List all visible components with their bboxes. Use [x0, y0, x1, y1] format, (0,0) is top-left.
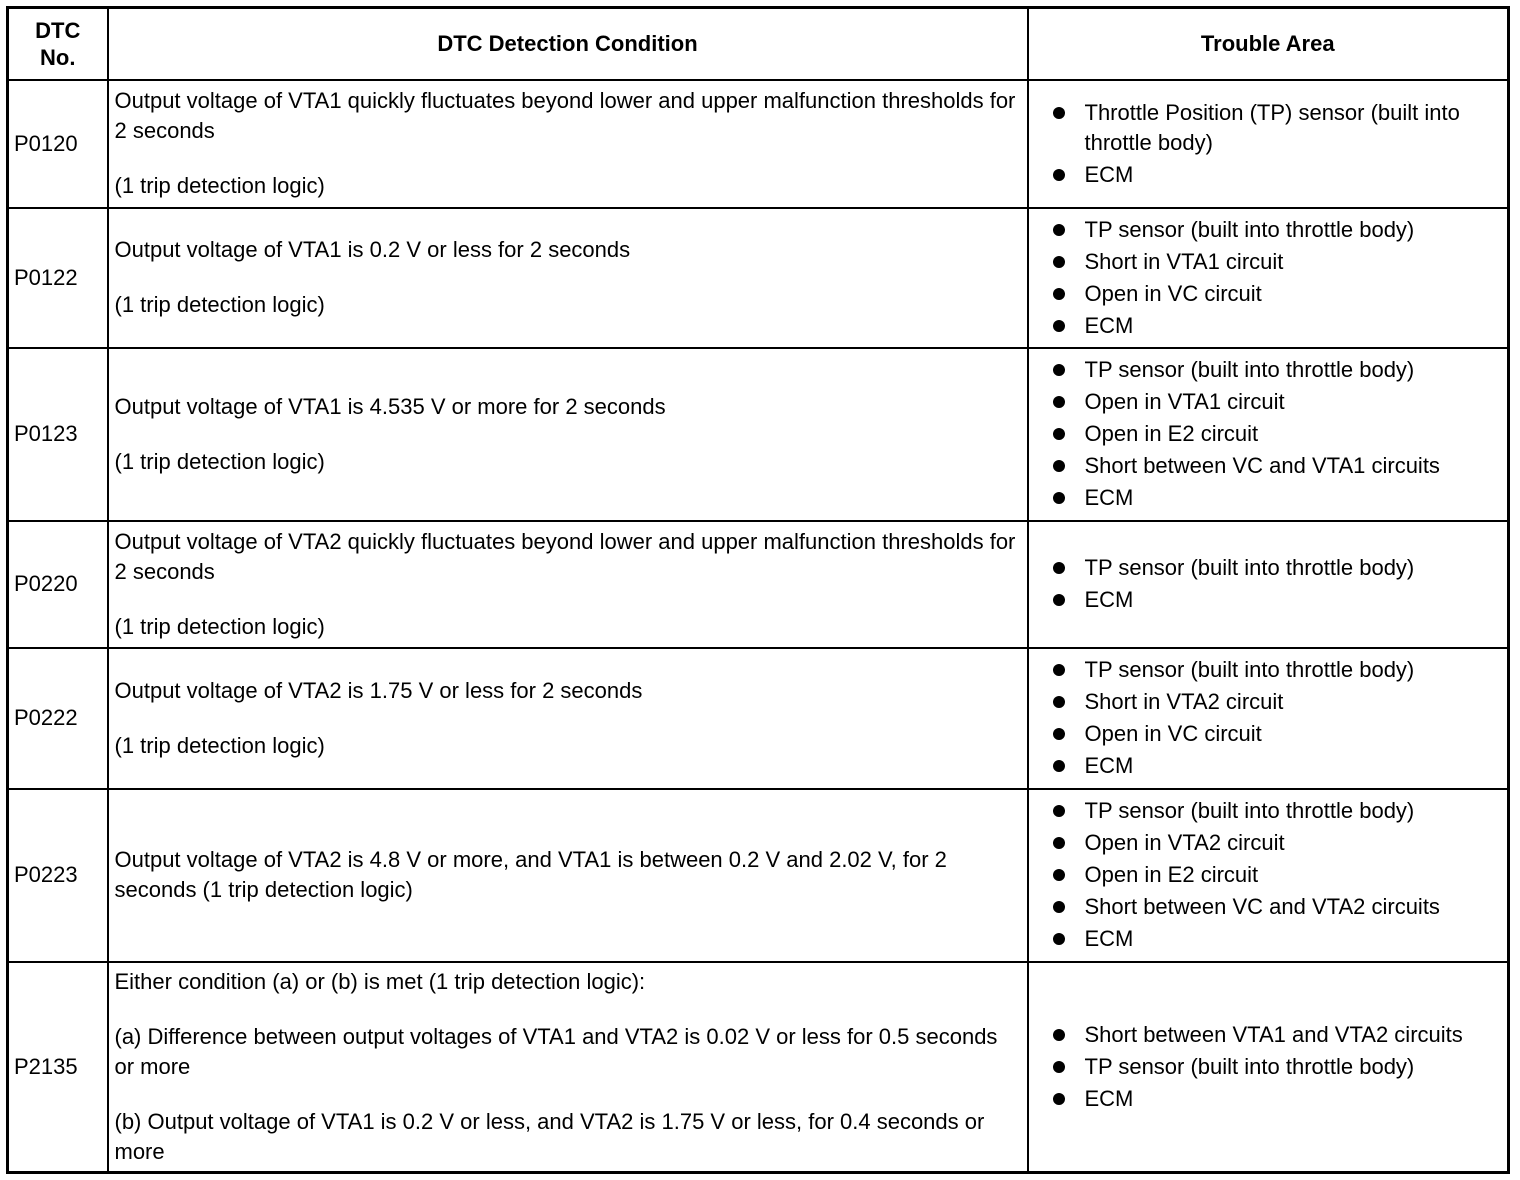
trouble-area-text: TP sensor (built into throttle body)	[1084, 357, 1415, 382]
dtc-table	[6, 6, 1510, 1174]
bullet-icon	[1053, 107, 1065, 119]
dtc-code: P0123	[8, 348, 108, 521]
trouble-area-text: TP sensor (built into throttle body)	[1084, 216, 1415, 242]
trouble-area-text: TP sensor (built into throttle body)	[1084, 555, 1415, 580]
trouble-area-cell	[1028, 80, 1509, 208]
trouble-area-item	[1051, 860, 1502, 890]
header-dtc-no: DTC No.	[8, 8, 108, 80]
trouble-area-item	[1051, 1052, 1502, 1082]
bullet-icon	[1053, 288, 1065, 300]
detection-condition-text: (1 trip detection logic)	[114, 613, 325, 639]
trouble-area-item	[1051, 451, 1502, 481]
trouble-area-text: Short between VTA1 and VTA2 circuits	[1084, 1021, 1463, 1047]
trouble-area-text: ECM	[1084, 587, 1134, 612]
trouble-area-list	[1051, 215, 1502, 341]
detection-condition-text: (b) Output voltage of VTA1 is 0.2 V or less, and VTA2 is 1.75 V or less, for 0.4 seconds or more	[114, 1108, 985, 1164]
trouble-area-list	[1051, 355, 1502, 513]
trouble-area-text: Short in VTA2 circuit	[1084, 689, 1284, 714]
trouble-area-list	[1051, 1020, 1502, 1114]
detection-condition-text: (a) Difference between output voltages of VTA1 and VTA2 is 0.02 V or less for 0.5 seconds or more	[114, 1023, 998, 1079]
bullet-icon	[1053, 805, 1065, 817]
trouble-area-item	[1051, 585, 1502, 615]
header-detection-condition: DTC Detection Condition	[108, 8, 1028, 80]
trouble-area-text: ECM	[1084, 312, 1134, 338]
bullet-icon	[1053, 396, 1065, 408]
dtc-code: P2135	[8, 962, 108, 1173]
table-row	[8, 962, 1509, 1173]
bullet-icon	[1053, 594, 1065, 606]
trouble-area-text: Throttle Position (TP) sensor (built into throttle body)	[1084, 99, 1460, 155]
trouble-area-text: Short between VC and VTA2 circuits	[1084, 894, 1440, 919]
detection-condition-text: Output voltage of VTA2 quickly fluctuates beyond lower and upper malfunction thresholds for 2 seconds	[114, 528, 1016, 584]
trouble-area-text: Open in VC circuit	[1084, 721, 1262, 746]
trouble-area-item	[1051, 387, 1502, 417]
bullet-icon	[1053, 933, 1065, 945]
trouble-area-item	[1051, 687, 1502, 717]
detection-condition-text: Output voltage of VTA1 quickly fluctuates beyond lower and upper malfunction thresholds for 2 seconds	[114, 88, 1016, 143]
bullet-icon	[1053, 1029, 1065, 1041]
dtc-code: P0222	[8, 648, 108, 789]
trouble-area-list	[1051, 98, 1502, 190]
bullet-icon	[1053, 428, 1065, 440]
trouble-area-item	[1051, 719, 1502, 749]
trouble-area-list	[1051, 655, 1502, 781]
detection-condition-text: Either condition (a) or (b) is met (1 trip detection logic):	[114, 968, 646, 994]
bullet-icon	[1053, 364, 1065, 376]
trouble-area-text: Short in VTA1 circuit	[1084, 248, 1284, 274]
trouble-area-item	[1051, 215, 1502, 245]
trouble-area-item	[1051, 247, 1502, 277]
detection-condition-text: (1 trip detection logic)	[114, 292, 325, 317]
bullet-icon	[1053, 320, 1065, 332]
trouble-area-item	[1051, 751, 1502, 781]
bullet-icon	[1053, 492, 1065, 504]
bullet-icon	[1053, 562, 1065, 574]
detection-condition-cell	[108, 648, 1028, 789]
trouble-area-item	[1051, 483, 1502, 513]
dtc-code: P0120	[8, 80, 108, 208]
bullet-icon	[1053, 460, 1065, 472]
trouble-area-text: Open in VC circuit	[1084, 280, 1262, 306]
table-row	[8, 648, 1509, 789]
trouble-area-text: Short between VC and VTA1 circuits	[1084, 453, 1440, 478]
trouble-area-text: Open in VTA2 circuit	[1084, 830, 1285, 855]
detection-condition-cell	[108, 789, 1028, 962]
trouble-area-text: TP sensor (built into throttle body)	[1084, 798, 1415, 823]
detection-condition-text: Output voltage of VTA2 is 1.75 V or less for 2 seconds	[114, 677, 643, 703]
table-row	[8, 208, 1509, 348]
detection-condition-text: (1 trip detection logic)	[114, 448, 325, 474]
bullet-icon	[1053, 1093, 1065, 1105]
trouble-area-text: ECM	[1084, 926, 1134, 951]
table-row	[8, 521, 1509, 648]
detection-condition-text: (1 trip detection logic)	[114, 173, 325, 198]
detection-condition-text: Output voltage of VTA1 is 4.535 V or more for 2 seconds	[114, 393, 666, 419]
bullet-icon	[1053, 169, 1065, 181]
trouble-area-cell	[1028, 348, 1509, 521]
bullet-icon	[1053, 664, 1065, 676]
trouble-area-text: ECM	[1084, 161, 1134, 187]
bullet-icon	[1053, 1061, 1065, 1073]
detection-condition-text: Output voltage of VTA1 is 0.2 V or less for 2 seconds	[114, 237, 631, 262]
bullet-icon	[1053, 224, 1065, 236]
table-row	[8, 348, 1509, 521]
bullet-icon	[1053, 901, 1065, 913]
bullet-icon	[1053, 256, 1065, 268]
detection-condition-text: Output voltage of VTA2 is 4.8 V or more, and VTA1 is between 0.2 V and 2.02 V, for 2 seconds (1 trip detection logic)	[114, 847, 947, 902]
trouble-area-item	[1051, 553, 1502, 583]
trouble-area-item	[1051, 828, 1502, 858]
detection-condition-text: (1 trip detection logic)	[114, 732, 325, 758]
detection-condition-cell	[108, 208, 1028, 348]
trouble-area-text: ECM	[1084, 1085, 1134, 1111]
trouble-area-item	[1051, 355, 1502, 385]
detection-condition-cell	[108, 521, 1028, 648]
bullet-icon	[1053, 760, 1065, 772]
detection-condition-cell	[108, 80, 1028, 208]
bullet-icon	[1053, 728, 1065, 740]
trouble-area-item	[1051, 160, 1502, 190]
trouble-area-text: Open in E2 circuit	[1084, 421, 1259, 446]
trouble-area-item	[1051, 796, 1502, 826]
trouble-area-text: ECM	[1084, 485, 1134, 510]
trouble-area-text: ECM	[1084, 753, 1134, 778]
dtc-code: P0220	[8, 521, 108, 648]
trouble-area-item	[1051, 419, 1502, 449]
trouble-area-cell	[1028, 521, 1509, 648]
table-row	[8, 80, 1509, 208]
trouble-area-text: TP sensor (built into throttle body)	[1084, 657, 1415, 682]
trouble-area-cell	[1028, 648, 1509, 789]
trouble-area-item	[1051, 892, 1502, 922]
trouble-area-item	[1051, 655, 1502, 685]
table-row	[8, 789, 1509, 962]
trouble-area-text: TP sensor (built into throttle body)	[1084, 1053, 1415, 1079]
dtc-code: P0223	[8, 789, 108, 962]
trouble-area-text: Open in VTA1 circuit	[1084, 389, 1285, 414]
trouble-area-item	[1051, 279, 1502, 309]
trouble-area-text: Open in E2 circuit	[1084, 862, 1259, 887]
bullet-icon	[1053, 696, 1065, 708]
header-row	[8, 8, 1509, 80]
bullet-icon	[1053, 837, 1065, 849]
detection-condition-cell	[108, 962, 1028, 1173]
bullet-icon	[1053, 869, 1065, 881]
trouble-area-cell	[1028, 208, 1509, 348]
trouble-area-item	[1051, 1084, 1502, 1114]
trouble-area-item	[1051, 98, 1502, 158]
trouble-area-cell	[1028, 962, 1509, 1173]
table-body	[8, 80, 1509, 1173]
trouble-area-item	[1051, 1020, 1502, 1050]
trouble-area-list	[1051, 796, 1502, 954]
dtc-code: P0122	[8, 208, 108, 348]
trouble-area-cell	[1028, 789, 1509, 962]
detection-condition-cell	[108, 348, 1028, 521]
trouble-area-item	[1051, 311, 1502, 341]
trouble-area-item	[1051, 924, 1502, 954]
header-trouble-area: Trouble Area	[1028, 8, 1509, 80]
trouble-area-list	[1051, 553, 1502, 615]
